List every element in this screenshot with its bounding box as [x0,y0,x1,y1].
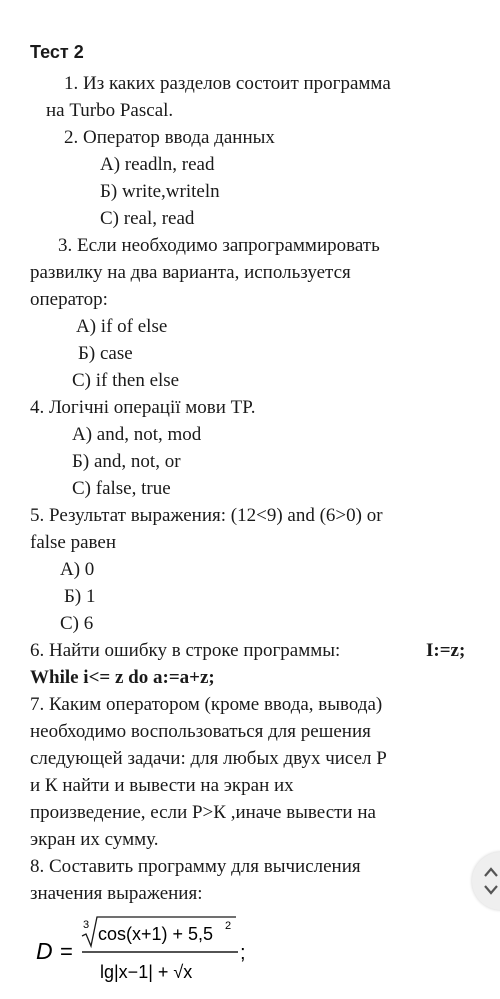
formula-denominator: lg|x−1| + √x [100,962,193,982]
formula-semicolon: ; [240,942,246,964]
question-5-line-2: false равен [30,532,117,553]
question-7-line-2: необходимо воспользоваться для решения [30,721,371,742]
formula-numerator: cos(x+1) + 5,5 [98,924,214,944]
chevron-up-down-icon [482,864,500,898]
answer-2a: А) readln, read [100,154,215,175]
answer-4a: А) and, not, mod [72,424,202,445]
answer-2b: Б) write,writeln [100,181,220,202]
answer-4c: С) false, true [72,478,171,499]
answer-5a: А) 0 [60,559,95,580]
question-1-line-1: 1. Из каких разделов состоит программа [64,73,391,94]
question-7-line-3: следующей задачи: для любых двух чисел Р [30,748,387,769]
answer-3b: Б) case [78,343,133,364]
formula-exponent: 2 [225,920,232,932]
question-1-line-2: на Turbo Pascal. [46,100,174,121]
question-8-line-2: значения выражения: [30,883,203,904]
scroll-button[interactable] [472,852,500,910]
question-7-line-4: и К найти и вывести на экран их [30,775,294,796]
question-4: 4. Логічні операції мови TP. [30,397,256,418]
question-3-line-1: 3. Если необходимо запрограммировать [58,235,380,256]
question-6-code-2: While i<= z do a:=a+z; [30,667,215,688]
question-2: 2. Оператор ввода данных [64,127,275,148]
formula [28,912,268,990]
answer-3a: А) if of else [76,316,168,337]
answer-5c: С) 6 [60,613,94,634]
question-6-line-1: 6. Найти ошибку в строке программы: [30,640,341,661]
formula-lhs: D [36,938,53,964]
question-3-line-2: развилку на два варианта, используется [30,262,351,283]
question-7-line-6: экран их сумму. [30,829,159,850]
answer-4b: Б) and, not, or [72,451,181,472]
question-7-line-1: 7. Каким оператором (кроме ввода, вывода) [30,694,383,715]
question-3-line-3: оператор: [30,289,108,310]
question-8-line-1: 8. Составить программу для вычисления [30,856,361,877]
formula-equals: = [60,939,73,964]
answer-5b: Б) 1 [64,586,96,607]
answer-3c: С) if then else [72,370,180,391]
formula-root-index: 3 [83,919,90,931]
answer-2c: С) real, read [100,208,195,229]
question-7-line-5: произведение, если Р>К ,иначе вывести на [30,802,376,823]
page-title: Тест 2 [30,42,84,62]
question-5-line-1: 5. Результат выражения: (12<9) and (6>0) or [30,505,383,526]
question-6-code-1: I:=z; [426,640,466,661]
